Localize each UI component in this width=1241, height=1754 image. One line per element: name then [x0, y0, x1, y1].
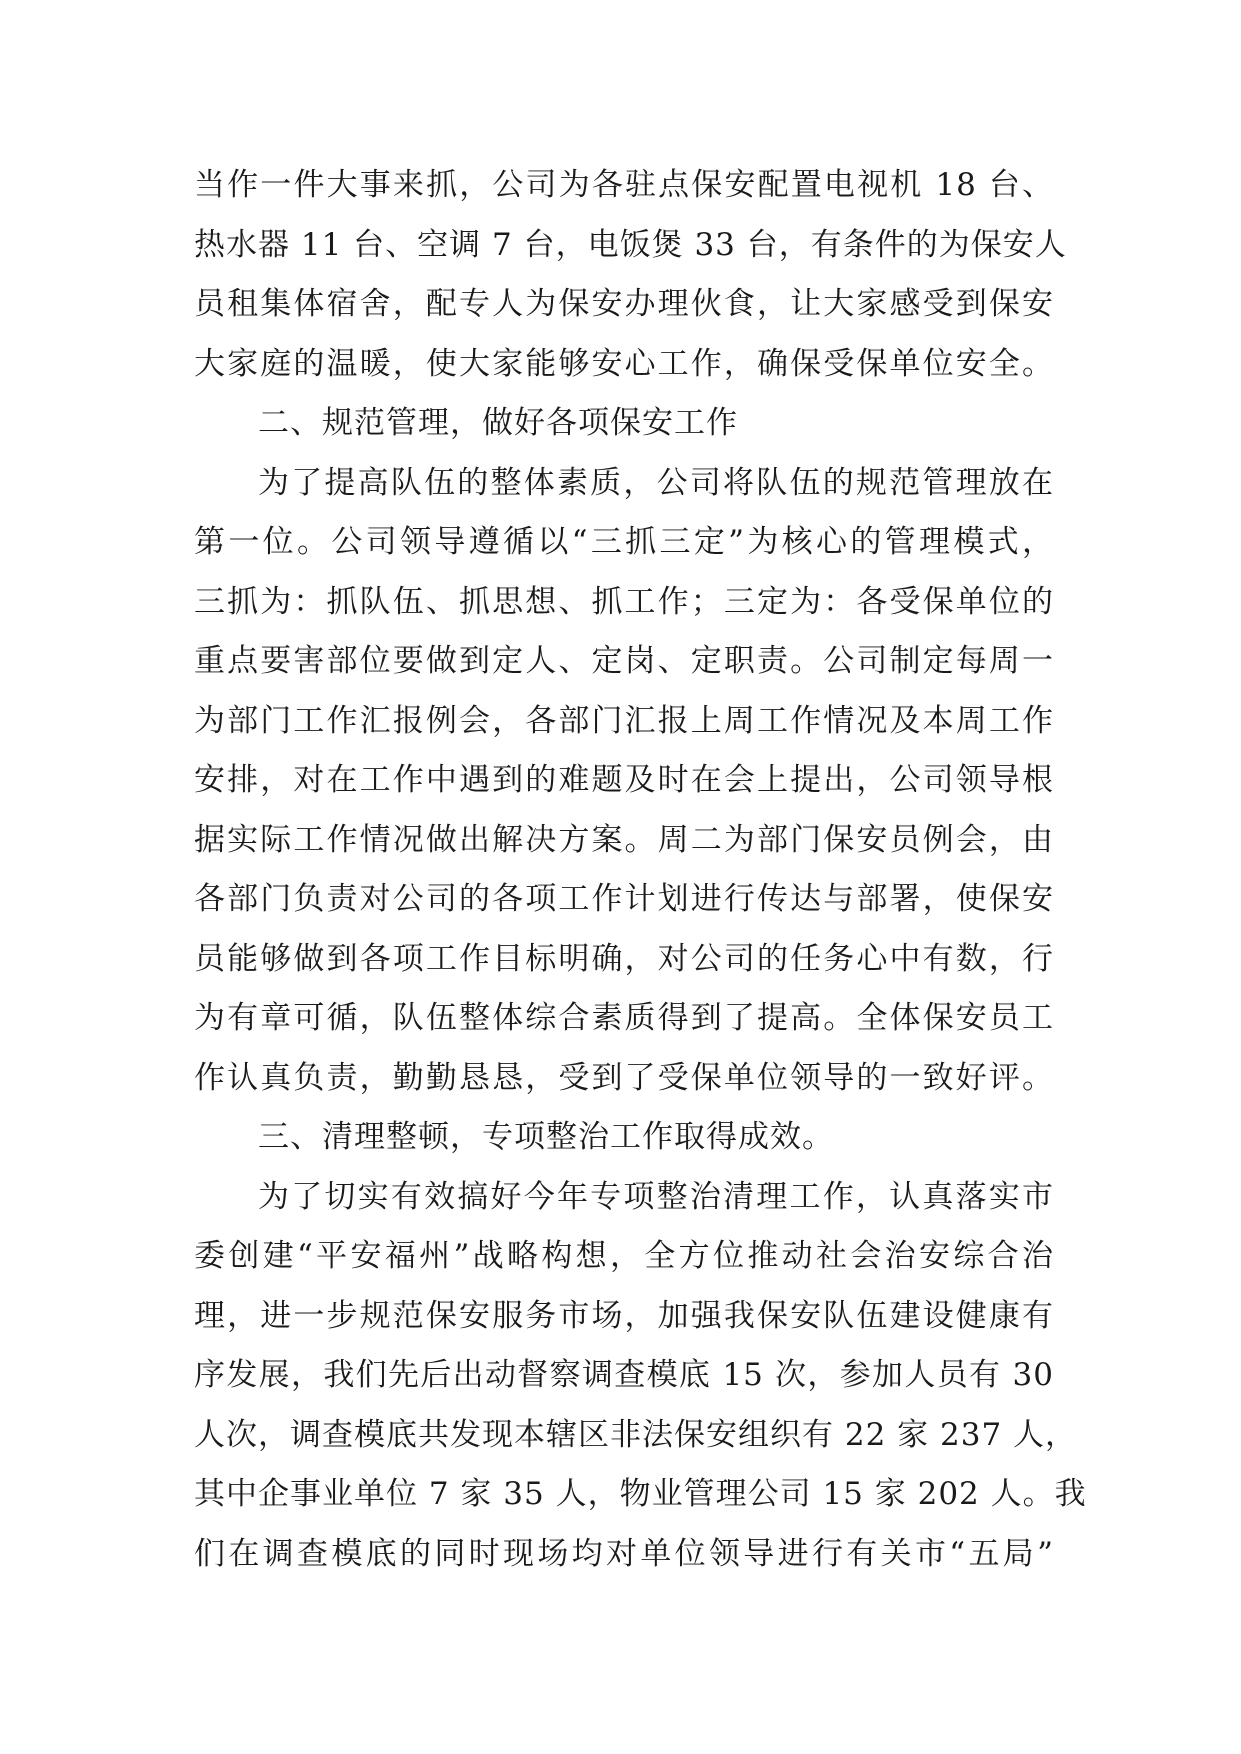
text-line: 安排，对在工作中遇到的难题及时在会上提出，公司领导根 [194, 762, 1054, 798]
text-line: 大家庭的温暖，使大家能够安心工作，确保受保单位安全。 [194, 345, 1054, 382]
text-line: 序发展，我们先后出动督察调查模底 15 次，参加人员有 30 [194, 1357, 1054, 1393]
text-line: 各部门负责对公司的各项工作计划进行传达与部署，使保安 [194, 881, 1054, 917]
text-line: 热水器 11 台、空调 7 台，电饭煲 33 台，有条件的为保安人 [194, 226, 1067, 263]
text-line: 为了切实有效搞好今年专项整治清理工作，认真落实市 [258, 1178, 1054, 1215]
text-line: 们在调查模底的同时现场均对单位领导进行有关市“五局” [194, 1535, 1054, 1572]
section-heading: 三、清理整顿，专项整治工作取得成效。 [258, 1119, 834, 1155]
text-line: 其中企事业单位 7 家 35 人，物业管理公司 15 家 202 人。我 [194, 1476, 1087, 1512]
text-line: 员租集体宿舍，配专人为保安办理伙食，让大家感受到保安 [194, 286, 1054, 322]
text-line: 为有章可循，队伍整体综合素质得到了提高。全体保安员工 [194, 1000, 1054, 1036]
text-line: 重点要害部位要做到定人、定岗、定职责。公司制定每周一 [194, 643, 1054, 679]
text-line: 据实际工作情况做出解决方案。周二为部门保安员例会，由 [194, 821, 1054, 858]
text-line: 理，进一步规范保安服务市场，加强我保安队伍建设健康有 [194, 1297, 1054, 1334]
text-line: 作认真负责，勤勤恳恳，受到了受保单位领导的一致好评。 [194, 1059, 1054, 1096]
text-line: 委创建“平安福州”战略构想，全方位推动社会治安综合治 [194, 1238, 1054, 1274]
text-line: 人次，调查模底共发现本辖区非法保安组织有 22 家 237 人， [194, 1416, 1078, 1453]
text-line: 为了提高队伍的整体素质，公司将队伍的规范管理放在 [258, 464, 1054, 501]
section-heading: 二、规范管理，做好各项保安工作 [258, 405, 738, 441]
document-page [194, 156, 1087, 1584]
text-line: 第一位。公司领导遵循以“三抓三定”为核心的管理模式， [194, 524, 1054, 560]
text-line: 为部门工作汇报例会，各部门汇报上周工作情况及本周工作 [194, 702, 1054, 739]
text-line: 当作一件大事来抓，公司为各驻点保安配置电视机 18 台、 [194, 167, 1054, 203]
text-line: 员能够做到各项工作目标明确，对公司的任务心中有数，行 [194, 940, 1054, 977]
text-line: 三抓为：抓队伍、抓思想、抓工作；三定为：各受保单位的 [194, 583, 1054, 620]
